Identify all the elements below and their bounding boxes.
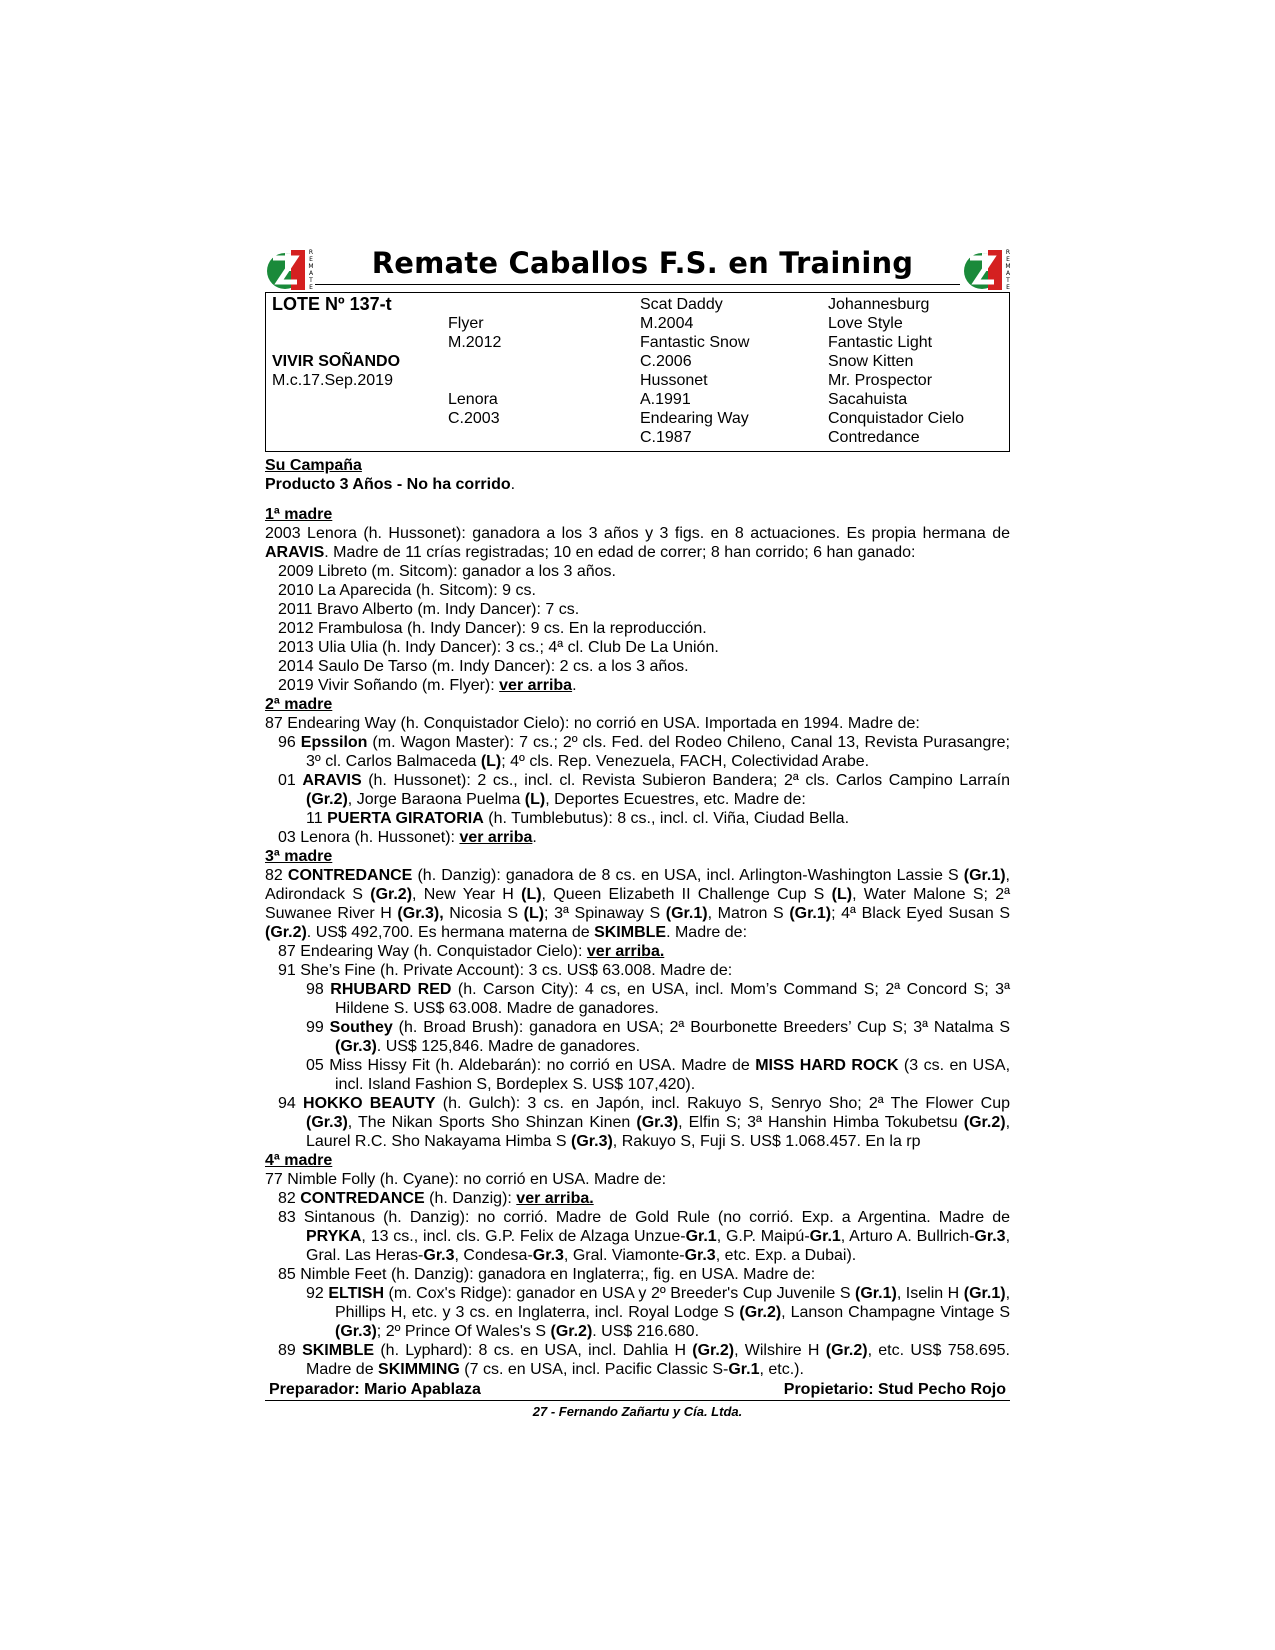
madre3-grandfoal: 98 RHUBARD RED (h. Carson City): 4 cs, en USA, incl. Mom’s Command S; 2ª Concord S; 3ª Hildene S. US$ 63.008. Madre de ganadores. xyxy=(306,981,1011,1017)
madre4-heading: 4ª madre xyxy=(265,1152,333,1169)
madre2-intro: 87 Endearing Way (h. Conquistador Cielo): no corrió en USA. Importada en 1994. Madre de: xyxy=(265,715,920,732)
pedigree-cell: A.1991 xyxy=(640,391,691,408)
sire-name: Flyer xyxy=(448,315,484,332)
svg-text:T: T xyxy=(309,277,313,284)
madre3-foal: 94 HOKKO BEAUTY (h. Gulch): 3 cs. en Japón, incl. Rakuyo S, Senryo Sho; 2ª The Flower Cup (Gr.3), The Nikan Sports Sho Shinzan Kinen (Gr.3), Elfin S; 3ª Hanshin Himba Tokubetsu (Gr.2), Laurel R.C. Sho Nakayama Himba S (Gr.3), Rakuyo S, Fuji S. US$ 1.068.457. En la rp xyxy=(278,1095,1011,1150)
svg-text:E: E xyxy=(309,256,313,263)
catalog-body xyxy=(265,456,1010,1379)
owner: Propietario: Stud Pecho Rojo xyxy=(783,1381,1006,1398)
pedigree-cell: Endearing Way xyxy=(640,410,749,427)
lot-number: LOTE Nº 137-t xyxy=(272,294,392,314)
madre1-foal: 2011 Bravo Alberto (m. Indy Dancer): 7 cs. xyxy=(278,601,580,618)
svg-text:R: R xyxy=(308,249,314,256)
pedigree-cell: M.2004 xyxy=(640,315,694,332)
madre3-foal: 91 She’s Fine (h. Private Account): 3 cs. US$ 63.008. Madre de: xyxy=(278,962,733,979)
page-footer: 27 - Fernando Zañartu y Cía. Ltda. xyxy=(532,1404,743,1419)
page-header xyxy=(265,240,1010,292)
pedigree-cell: Scat Daddy xyxy=(640,296,723,313)
catalog-page xyxy=(265,240,1010,1419)
pedigree-cell: C.1987 xyxy=(640,429,692,446)
madre4-foal: 83 Sintanous (h. Danzig): no corrió. Madre de Gold Rule (no corrió. Exp. a Argentina. Madre de PRYKA, 13 cs., incl. cls. G.P. Felix de Alzaga Unzue-Gr.1, G.P. Maipú-Gr.1, Arturo A. Bullrich-Gr.3, Gral. Las Heras-Gr.3, Condesa-Gr.3, Gral. Viamonte-Gr.3, etc. Exp. a Dubai). xyxy=(278,1209,1011,1264)
pedigree-col-parents xyxy=(448,295,501,428)
madre1-heading: 1ª madre xyxy=(265,506,333,523)
madre1-foal: 2013 Ulia Ulia (h. Indy Dancer): 3 cs.; 4ª cl. Club De La Unión. xyxy=(278,639,719,656)
madre1-foal: 2009 Libreto (m. Sitcom): ganador a los 3 años. xyxy=(278,563,616,580)
pedigree-cell: Snow Kitten xyxy=(828,353,914,370)
pedigree-cell: Sacahuista xyxy=(828,391,908,408)
svg-text:A: A xyxy=(1005,270,1011,277)
dam-name: Lenora xyxy=(448,391,498,408)
svg-text:E: E xyxy=(1006,256,1010,263)
pedigree-cell: Hussonet xyxy=(640,372,708,389)
horse-info: M.c.17.Sep.2019 xyxy=(272,372,393,389)
madre2-foal: 01 ARAVIS (h. Hussonet): 2 cs., incl. cl. Revista Subieron Bandera; 2ª cls. Carlos Campino Larraín (Gr.2), Jorge Baraona Puelma (L), Deportes Ecuestres, etc. Madre de: xyxy=(278,772,1010,808)
trainer: Preparador: Mario Apablaza xyxy=(269,1381,481,1398)
dam-info: C.2003 xyxy=(448,410,500,427)
madre4-foal: 89 SKIMBLE (h. Lyphard): 8 cs. en USA, incl. Dahlia H (Gr.2), Wilshire H (Gr.2), etc. US$ 758.695. Madre de SKIMMING (7 cs. en USA, incl. Pacific Classic S-Gr.1, etc.). xyxy=(278,1342,1011,1378)
sire-info: M.2012 xyxy=(448,334,502,351)
madre3-heading: 3ª madre xyxy=(265,848,333,865)
madre2-grandfoal: 11 PUERTA GIRATORIA (h. Tumblebutus): 8 cs., incl. cl. Viña, Ciudad Bella. xyxy=(306,810,850,827)
campaign-heading: Su Campaña xyxy=(265,457,362,474)
madre1-foal: 2010 La Aparecida (h. Sitcom): 9 cs. xyxy=(278,582,536,599)
pedigree-col-grandparents xyxy=(640,295,749,447)
madre1-foal: 2014 Saulo De Tarso (m. Indy Dancer): 2 cs. a los 3 años. xyxy=(278,658,689,675)
zanartu-logo-left xyxy=(265,244,317,292)
pedigree-table xyxy=(265,292,1010,452)
madre2-foal: 03 Lenora (h. Hussonet): ver arriba. xyxy=(278,829,537,846)
svg-text:A: A xyxy=(308,270,314,277)
madre1-intro: 2003 Lenora (h. Hussonet): ganadora a los 3 años y 3 figs. en 8 actuaciones. Es propia hermana de ARAVIS. Madre de 11 crías registradas; 10 en edad de correr; 8 han corrido; 6 han ganado: xyxy=(265,525,1010,561)
madre4-foal: 85 Nimble Feet (h. Danzig): ganadora en Inglaterra;, fig. en USA. Madre de: xyxy=(278,1266,816,1283)
svg-text:E: E xyxy=(1006,284,1010,291)
zanartu-logo-right xyxy=(962,244,1014,292)
svg-text:M: M xyxy=(308,263,314,270)
page-title: Remate Caballos F.S. en Training xyxy=(371,246,914,280)
pedigree-cell: Mr. Prospector xyxy=(828,372,933,389)
svg-text:M: M xyxy=(1005,263,1011,270)
madre2-foal: 96 Epssilon (m. Wagon Master): 7 cs.; 2º cls. Fed. del Rodeo Chileno, Canal 13, Revista Purasangre; 3º cl. Carlos Balmaceda (L); 4º cls. Rep. Venezuela, FACH, Colectividad Arabe. xyxy=(278,734,1010,770)
svg-text:E: E xyxy=(309,284,313,291)
pedigree-col-horse xyxy=(272,295,400,390)
svg-text:R: R xyxy=(1005,249,1011,256)
madre2-heading: 2ª madre xyxy=(265,696,333,713)
pedigree-cell: Conquistador Cielo xyxy=(828,410,965,427)
madre1-foal: 2019 Vivir Soñando (m. Flyer): ver arriba. xyxy=(278,677,577,694)
pedigree-cell: Contredance xyxy=(828,429,920,446)
pedigree-cell: Fantastic Light xyxy=(828,334,933,351)
pedigree-cell: Love Style xyxy=(828,315,903,332)
madre4-foal: 82 CONTREDANCE (h. Danzig): ver arriba. xyxy=(278,1190,594,1207)
footer-credits xyxy=(265,1380,1010,1401)
pedigree-col-great-grandparents xyxy=(828,295,964,447)
campaign-text: Producto 3 Años - No ha corrido. xyxy=(265,476,516,493)
svg-text:T: T xyxy=(1006,277,1010,284)
madre3-grandfoal: 05 Miss Hissy Fit (h. Aldebarán): no corrió en USA. Madre de MISS HARD ROCK (3 cs. en USA, incl. Island Fashion S, Bordeplex S. US$ 107,420). xyxy=(306,1057,1011,1093)
madre4-intro: 77 Nimble Folly (h. Cyane): no corrió en USA. Madre de: xyxy=(265,1171,667,1188)
title-underline xyxy=(315,284,960,285)
madre3-intro: 82 CONTREDANCE (h. Danzig): ganadora de 8 cs. en USA, incl. Arlington-Washington Lassie S (Gr.1), Adirondack S (Gr.2), New Year H (L), Queen Elizabeth II Challenge Cup S (L), Water Malone S; 2ª Suwanee River H (Gr.3), Nicosia S (L); 3ª Spinaway S (Gr.1), Matron S (Gr.1); 4ª Black Eyed Susan S (Gr.2). US$ 492,700. Es hermana materna de SKIMBLE. Madre de: xyxy=(265,867,1011,941)
horse-name: VIVIR SOÑANDO xyxy=(272,353,401,370)
madre1-foal: 2012 Frambulosa (h. Indy Dancer): 9 cs. En la reproducción. xyxy=(278,620,707,637)
pedigree-cell: Fantastic Snow xyxy=(640,334,750,351)
madre4-grandfoal: 92 ELTISH (m. Cox's Ridge): ganador en USA y 2º Breeder's Cup Juvenile S (Gr.1), Iselin H (Gr.1), Phillips H, etc. y 3 cs. en Inglaterra, incl. Royal Lodge S (Gr.2), Lanson Champagne Vintage S (Gr.3); 2º Prince Of Wales's S (Gr.2). US$ 216.680. xyxy=(306,1285,1011,1340)
pedigree-cell: Johannesburg xyxy=(828,296,930,313)
pedigree-cell: C.2006 xyxy=(640,353,692,370)
madre3-foal: 87 Endearing Way (h. Conquistador Cielo): ver arriba. xyxy=(278,943,665,960)
madre3-grandfoal: 99 Southey (h. Broad Brush): ganadora en USA; 2ª Bourbonette Breeders’ Cup S; 3ª Natalma S (Gr.3). US$ 125,846. Madre de ganadores. xyxy=(306,1019,1010,1055)
